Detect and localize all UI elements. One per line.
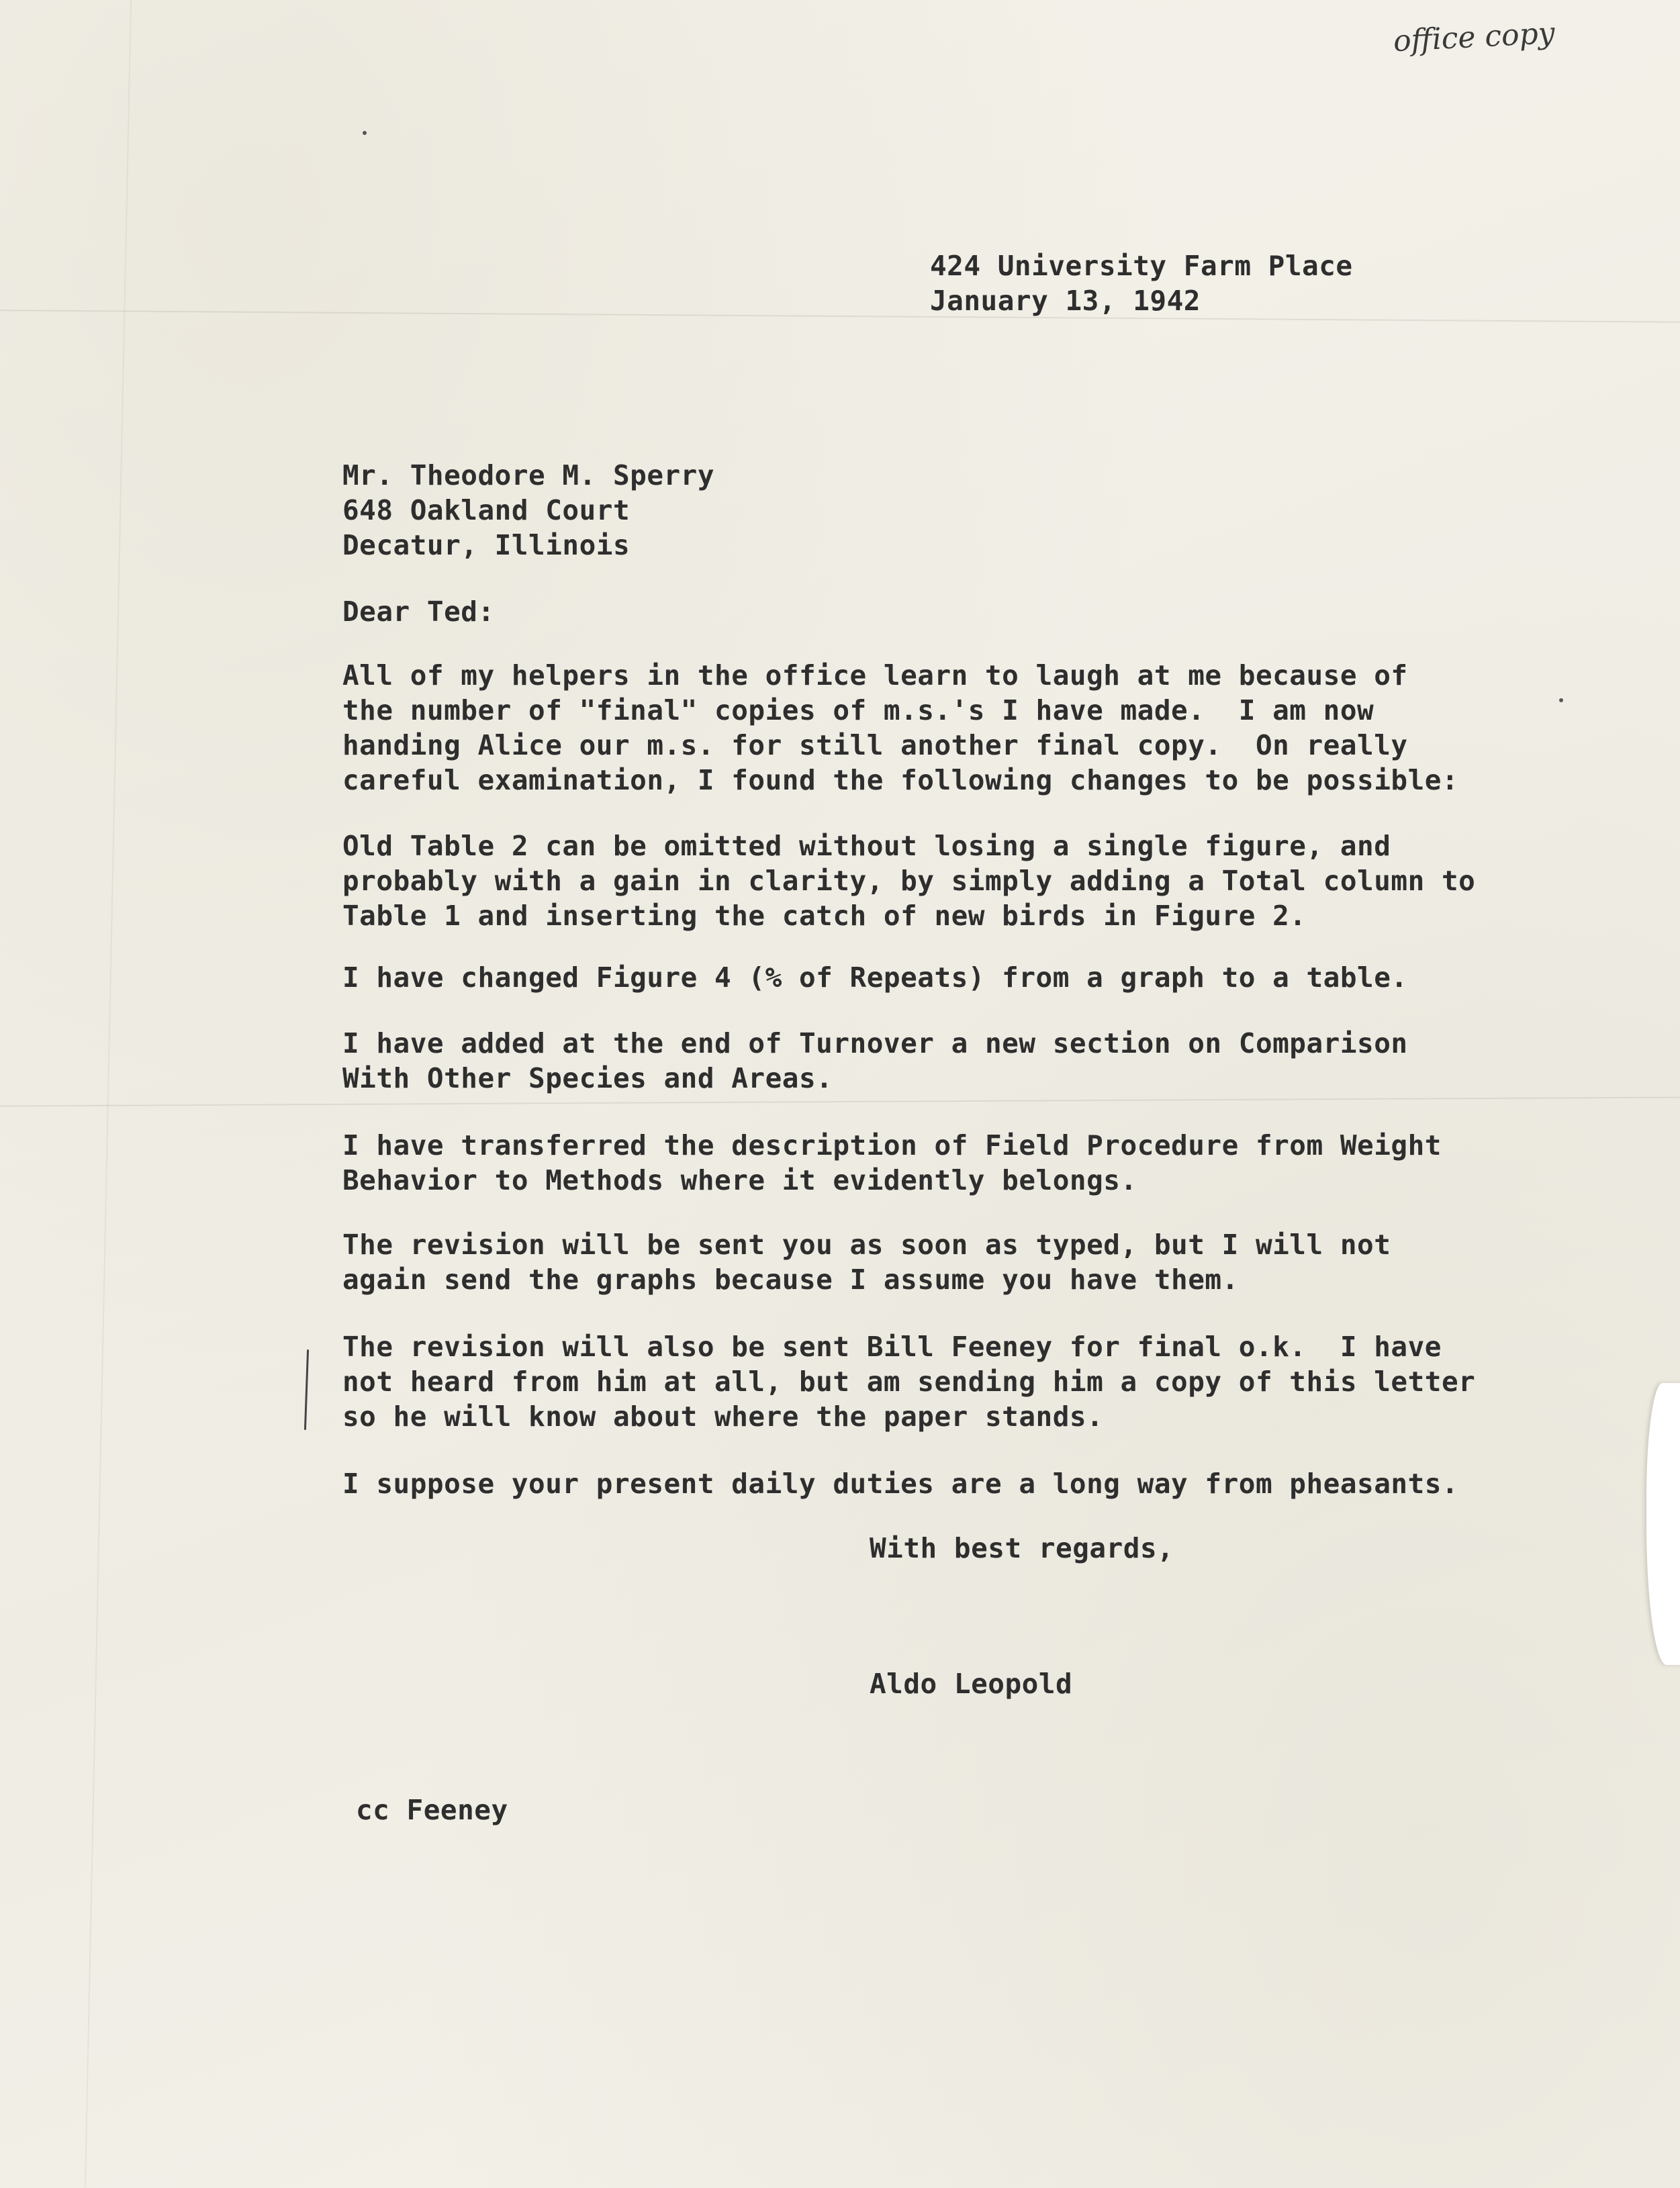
paragraph-1 — [342, 658, 1458, 798]
recipient-name: Mr. Theodore M. Sperry — [342, 459, 715, 491]
paragraph-line: With Other Species and Areas. — [342, 1062, 833, 1094]
paper-speck — [363, 131, 367, 135]
carbon-copy-line: cc Feeney — [356, 1794, 508, 1826]
letter-date: January 13, 1942 — [930, 285, 1201, 317]
paragraph-line: again send the graphs because I assume you have them. — [342, 1264, 1239, 1296]
recipient-address — [342, 458, 714, 563]
margin-mark — [304, 1349, 309, 1430]
recipient-street: 648 Oakland Court — [342, 494, 631, 526]
paragraph-line: careful examination, I found the following changes to be possible: — [342, 764, 1459, 796]
salutation: Dear Ted: — [342, 596, 495, 628]
paragraph-line: handing Alice our m.s. for still another final copy. On really — [342, 729, 1408, 761]
paragraph-line: probably with a gain in clarity, by simply adding a Total column to — [342, 865, 1476, 897]
return-address — [930, 248, 1353, 318]
recipient-city: Decatur, Illinois — [342, 529, 631, 561]
paragraph-line: I suppose your present daily duties are a long way from pheasants. — [342, 1468, 1459, 1500]
paragraph-line: I have added at the end of Turnover a new section on Comparison — [342, 1027, 1408, 1059]
paragraph-8 — [342, 1466, 1458, 1501]
paper-speck — [1559, 698, 1563, 702]
paper-crease — [0, 310, 1680, 322]
paragraph-line: I have transferred the description of Field Procedure from Weight — [342, 1129, 1442, 1161]
paragraph-2 — [342, 828, 1475, 933]
paragraph-line: The revision will also be sent Bill Feeney for final o.k. I have — [342, 1331, 1442, 1363]
paragraph-line: not heard from him at all, but am sending him a copy of this letter — [342, 1366, 1476, 1398]
paragraph-line: Behavior to Methods where it evidently belongs. — [342, 1164, 1137, 1196]
paragraph-line: All of my helpers in the office learn to laugh at me because of — [342, 659, 1408, 692]
paragraph-line: the number of "final" copies of m.s.'s I have made. I am now — [342, 694, 1374, 726]
paper-tear — [1646, 1383, 1680, 1665]
paper-crease — [0, 1096, 1680, 1106]
paragraph-line: Table 1 and inserting the catch of new birds in Figure 2. — [342, 900, 1307, 932]
closing: With best regards, — [870, 1532, 1174, 1564]
paragraph-6 — [342, 1227, 1391, 1297]
paper-crease — [85, 0, 132, 2187]
return-street: 424 University Farm Place — [930, 250, 1353, 282]
signature: Aldo Leopold — [870, 1668, 1073, 1700]
handwritten-note: office copy — [1392, 15, 1556, 59]
paragraph-3 — [342, 960, 1408, 995]
paragraph-line: I have changed Figure 4 (% of Repeats) from a graph to a table. — [342, 961, 1408, 994]
paragraph-4 — [342, 1026, 1408, 1096]
paragraph-line: so he will know about where the paper stands. — [342, 1400, 1104, 1433]
paragraph-line: The revision will be sent you as soon as typed, but I will not — [342, 1229, 1391, 1261]
paragraph-line: Old Table 2 can be omitted without losing a single figure, and — [342, 830, 1391, 862]
paragraph-5 — [342, 1128, 1442, 1198]
paragraph-7 — [342, 1329, 1475, 1434]
